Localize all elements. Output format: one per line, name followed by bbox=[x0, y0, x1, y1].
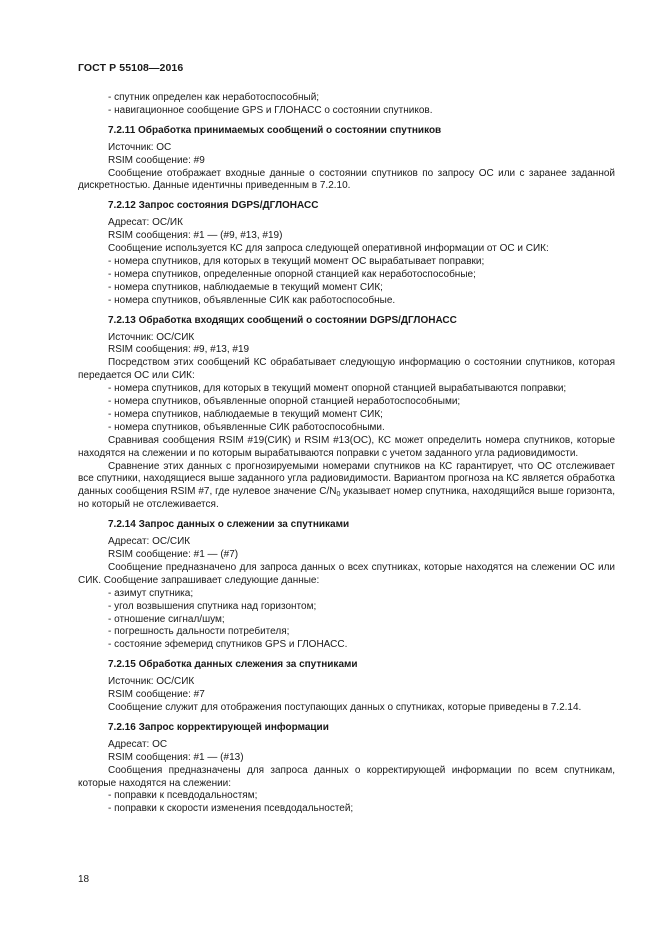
paragraph: - поправки к скорости изменения псевдодальностей; bbox=[108, 803, 354, 815]
page-number: 18 bbox=[78, 874, 90, 885]
paragraph: Источник: ОС bbox=[108, 141, 172, 153]
paragraph: Сообщение предназначено для запроса данных о всех спутниках, которые находятся на слежении ОС или СИК. Сообщение запрашивает следующие данные: bbox=[78, 561, 615, 586]
paragraph: - состояние эфемерид спутников GPS и ГЛОНАСС. bbox=[108, 639, 348, 651]
paragraph: Адресат: ОС/СИК bbox=[108, 536, 191, 548]
paragraph: - отношение сигнал/шум; bbox=[108, 613, 225, 625]
section-heading: 7.2.12 Запрос состояния DGPS/ДГЛОНАСС bbox=[108, 200, 319, 212]
paragraph-cn0-text: Сравнение этих данных с прогнозируемыми номерами спутников на КС гарантирует, что ОС отслеживает все спутники, находящиеся выше заданного угла радиовидимости. Вариантом прогноза на КС является обработка данных сообщения RSIM #7, где нулевое значение C/N bbox=[78, 460, 615, 498]
document-header: ГОСТ Р 55108—2016 bbox=[78, 62, 184, 74]
cn0-subscript: 0 bbox=[336, 491, 341, 499]
paragraph: - номера спутников, наблюдаемые в текущий момент СИК; bbox=[108, 408, 383, 420]
paragraph: Источник: ОС/СИК bbox=[108, 331, 195, 343]
paragraph-cn0-tail: указывает номер спутника, находящийся выше горизонта, но который не отслеживается. bbox=[78, 486, 615, 511]
paragraph: - номера спутников, объявленные опорной станцией неработоспособными; bbox=[108, 396, 461, 408]
paragraph: - номера спутников, для которых в текущий момент опорной станцией вырабатываются поправки; bbox=[108, 383, 567, 395]
paragraph: - номера спутников, для которых в текущий момент ОС вырабатывает поправки; bbox=[108, 255, 485, 267]
paragraph: Сравнивая сообщения RSIM #19(СИК) и RSIM #13(ОС), КС может определить номера спутников, которые находятся на слежении и по которым вырабатываются поправки с учетом заданного угла радиовидимости. bbox=[78, 434, 615, 459]
paragraph: - номера спутников, объявленные СИК работоспособными. bbox=[108, 421, 385, 433]
paragraph: Сообщение отображает входные данные о состоянии спутников по запросу ОС или с заранее заданной дискретностью. Данные идентичны приведенным в 7.2.10. bbox=[78, 167, 615, 192]
paragraph-cn0 bbox=[78, 461, 615, 513]
paragraph: - спутник определен как неработоспособный; bbox=[108, 92, 320, 103]
paragraph: Сообщение используется КС для запроса следующей оперативной информации от ОС и СИК: bbox=[108, 243, 549, 255]
section-heading: 7.2.16 Запрос корректирующей информации bbox=[108, 721, 329, 733]
paragraph: RSIM сообщения: #1 — (#9, #13, #19) bbox=[108, 230, 283, 242]
paragraph: Посредством этих сообщений КС обрабатывает следующую информацию о состоянии спутников, которая передается ОС или СИК: bbox=[78, 357, 615, 382]
paragraph: Сообщение служит для отображения поступающих данных о спутниках, которые приведены в 7.2.14. bbox=[108, 701, 582, 713]
paragraph: - номера спутников, наблюдаемые в текущий момент СИК; bbox=[108, 281, 383, 293]
paragraph: RSIM сообщение: #9 bbox=[108, 154, 205, 166]
section-heading: 7.2.13 Обработка входящих сообщений о состоянии DGPS/ДГЛОНАСС bbox=[108, 314, 457, 326]
paragraph: Адресат: ОС bbox=[108, 738, 168, 750]
paragraph: Источник: ОС/СИК bbox=[108, 676, 195, 688]
paragraph: RSIM сообщение: #1 — (#7) bbox=[108, 549, 239, 560]
section-heading: 7.2.15 Обработка данных слежения за спутниками bbox=[108, 659, 358, 671]
document-body bbox=[78, 92, 615, 816]
paragraph: - номера спутников, объявленные СИК как работоспособные. bbox=[108, 294, 396, 306]
section-heading: 7.2.11 Обработка принимаемых сообщений о состоянии спутников bbox=[108, 124, 442, 136]
paragraph: - угол возвышения спутника над горизонтом; bbox=[108, 600, 317, 612]
section-heading: 7.2.14 Запрос данных о слежении за спутниками bbox=[108, 519, 350, 531]
paragraph: - номера спутников, определенные опорной станцией как неработоспособные; bbox=[108, 268, 476, 280]
paragraph: - азимут спутника; bbox=[108, 587, 194, 599]
paragraph: Адресат: ОС/ИК bbox=[108, 217, 183, 229]
paragraph: RSIM сообщение: #7 bbox=[108, 689, 205, 701]
paragraph: RSIM сообщения: #1 — (#13) bbox=[108, 751, 244, 763]
paragraph: RSIM сообщения: #9, #13, #19 bbox=[108, 344, 250, 356]
paragraph: - навигационное сообщение GPS и ГЛОНАСС о состоянии спутников. bbox=[108, 104, 433, 116]
paragraph: - поправки к псевдодальностям; bbox=[108, 790, 258, 802]
paragraph: Сообщения предназначены для запроса данных о корректирующей информации по всем спутникам, которые находятся на слежении: bbox=[78, 764, 615, 789]
paragraph: - погрешность дальности потребителя; bbox=[108, 626, 290, 638]
